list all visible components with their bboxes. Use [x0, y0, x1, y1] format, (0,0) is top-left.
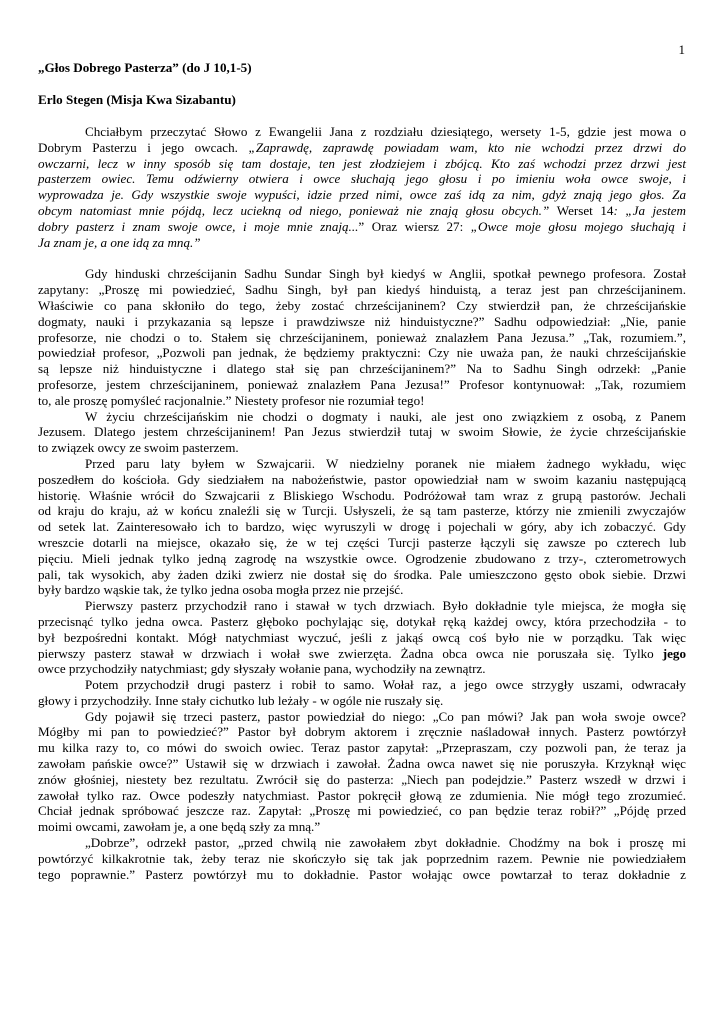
paragraph-line: pierwszy pasterz stawał w drzwiach i wołał swe zwierzęta. Żadna obca owca nie poruszała się. Tylko jego: [38, 645, 686, 661]
paragraph-line: to, ale proszę pomyśleć racjonalnie.” Niestety profesor nie rozumiał tego!: [38, 392, 425, 408]
paragraph-line: W życiu chrześcijańskim nie chodzi o dogmaty i nauki, ale jest ono związkiem z osobą, z Panem: [85, 408, 686, 424]
paragraph-line: owce przychodziły natychmiast; gdy słyszały wołanie pana, wychodziły na zewnątrz.: [38, 661, 486, 677]
paragraph-line: powiedział profesor, „Pozwoli pan jednak, że będziemy praktyczni: Czy nie uważa pan, że nauki chrześcijańskie: [38, 345, 686, 361]
paragraph-line: obcym natomiast mnie pójdą, lecz uciekną od niego, ponieważ nie znają głosu obcych.” Werset 14: „Ja jestem: [38, 202, 686, 218]
paragraph-line: wyprowadza je. Gdy wszystkie swoje wypuści, idzie przed nimi, owce zaś idą za nim, gdyż znają jego głos. Za: [38, 187, 686, 203]
paragraph-line: Właściwie co pana skłoniło do tego, żeby zostać chrześcijaninem? Czy stwierdził pan, że chrześcijańskie: [38, 297, 686, 313]
paragraph-line: znów głośniej, niestety bez rezultatu. Zwrócił się do pasterza: „Niech pan podejdzie.” Pasterz wszedł w drzwi i: [38, 771, 686, 787]
paragraph-line: Gdy hinduski chrześcijanin Sadhu Sundar Singh był kiedyś w Anglii, spotkał pewnego profesora. Został: [85, 266, 686, 282]
paragraph-line: zawołam pańskie owce?” Ustawił się w drzwiach i zawołał. Żadna owca nawet się nie poruszyła. Krzyknął więc: [38, 756, 686, 772]
paragraph-line: od kraju do kraju, aż w końcu znaleźli się w Turcji. Usłyszeli, że są tam pasterze, którzy nie zmienili zwyczajów: [38, 503, 686, 519]
paragraph-line: to związek owcy ze swoim pasterzem.: [38, 440, 239, 456]
paragraph-line: Mógłby mi pan to powiedzieć?” Pastor był dobrym aktorem i zręcznie naśladował innych. Pasterz powtórzył: [38, 724, 686, 740]
paragraph-line: profesorze, nie chodzi o to. Stałem się chrześcijaninem, ponieważ znalazłem Pana Jezusa.” „Tak, rozumiem.”,: [38, 329, 686, 345]
document-body: [38, 60, 686, 882]
page-number: 1: [678, 42, 685, 57]
paragraph-line: były bardzo wąskie tak, że tylko jedna osoba mogła przez nie przejść.: [38, 582, 404, 598]
paragraph-line: od setek lat. Zainteresowało ich to bardzo, więc wyruszyli w drogę i pojechali w góry, aby ich zobaczyć. Gdy: [38, 519, 686, 535]
paragraph-line: moimi owcami, zawołam je, a one będą szły za mną.”: [38, 819, 321, 835]
paragraph-line: profesorze, jestem chrześcijaninem, ponieważ znalazłem Pana Jezusa!” Profesor kontynuował: „Tak, rozumiem: [38, 376, 686, 392]
paragraph-line: Chciał jednak spróbować jeszcze raz. Zapytał: „Proszę mi powiedzieć, co pan będzie teraz robił?” „Pójdę przed: [38, 803, 686, 819]
paragraph-line: pasterzem owiec. Temu odźwierny otwiera i owce słuchają jego głosu i po imieniu woła owce swoje, i: [38, 171, 686, 187]
paragraph-line: dobry pasterz i znam swoje owce, i moje mnie znają...” Oraz wiersz 27: „Owce moje głosu mojego słuchają i: [38, 218, 687, 234]
paragraph-line: Gdy pojawił się trzeci pasterz, pastor powiedział do niego: „Co pan mówi? Jak pan woła swoje owce?: [85, 708, 686, 724]
paragraph-line: wreszcie dotarli na miejsce, okazało się, że w tej części Turcji pasterze łączyli się zawsze po czterech lub: [38, 534, 686, 550]
document-author: Erlo Stegen (Misja Kwa Sizabantu): [38, 92, 236, 107]
paragraph-line: Potem przychodził drugi pasterz i robił to samo. Wołał raz, a jego owce strzygły uszami, odwracały: [85, 677, 686, 693]
paragraph-line: Ja znam je, a one idą za mną.”: [38, 234, 201, 250]
paragraph-line: historię. Właśnie wrócił do Szwajcarii z Bliskiego Wschodu. Podróżował tam wraz z grupą pastorów. Jechali: [38, 487, 686, 503]
paragraph-line: owczarni, lecz w inny sposób się tam dostaje, ten jest złodziejem i zbójcą. Kto zaś wchodzi przez drzwi jest: [38, 155, 686, 171]
paragraph-line: Jezusem. Dlatego jestem chrześcijaninem! Pan Jezus stwierdził tutaj w swoim Słowie, że życie chrześcijańskie: [38, 424, 686, 440]
paragraph-line: Dobrym Pasterzu i jego owcach. „Zaprawdę, zaprawdę powiadam wam, kto nie wchodzi przez drzwi do: [38, 139, 686, 155]
paragraph-line: mu kilka razy to, co mówi do swoich owiec. Teraz pastor zapytał: „Przepraszam, czy pozwoli pan, że teraz ja: [38, 740, 686, 756]
document-title: „Głos Dobrego Pasterza” (do J 10,1-5): [38, 60, 252, 75]
paragraph-line: tego poprawnie.” Pasterz powtórzył mu to dokładnie. Pastor wołając owce powtarzał to teraz dokładnie z: [38, 866, 686, 882]
paragraph-line: Pierwszy pasterz przychodził rano i stawał w tych drzwiach. Było dokładnie tyle miejsca, że mogła się: [85, 598, 686, 614]
paragraph-line: zapytany: „Proszę mi powiedzieć, Sadhu Singh, był pan kiedyś hinduistą, a teraz jest pan chrześcijaninem.: [38, 282, 686, 298]
paragraph-line: powtórzyć kilkakrotnie tak, żeby teraz nie skończyło się tak jak poprzednim razem. Pewnie nie powiedziałem: [38, 850, 686, 866]
paragraph-line: przecisnąć tylko jedna owca. Pasterz głęboko pochylając się, dotykał ręką każdej owcy, która przechodziła - to: [38, 613, 686, 629]
paragraph-line: dogmaty, nauki i przykazania są lepsze i prawdziwsze niż hinduistyczne?” Sadhu odpowiedział: „Nie, panie: [38, 313, 686, 329]
paragraph-line: są lepsze niż hinduistyczne i dlatego stał się pan chrześcijaninem?” Na to Sadhu Singh odrzekł: „Panie: [38, 361, 686, 377]
paragraph-line: poszedłem do kościoła. Gdy siedziałem na nabożeństwie, pastor opowiedział nam w swoim kazaniu następującą: [38, 471, 686, 487]
paragraph-line: Przed paru laty byłem w Szwajcarii. W niedzielny poranek nie miałem żadnego wykładu, więc: [85, 455, 686, 471]
paragraph-line: pali, tak wysokich, aby żaden dziki zwierz nie dostał się do środka. Pale umieszczono gęsto obok siebie. Drzwi: [38, 566, 686, 582]
paragraph-line: głowy i przychodziły. Inne stały cichutko lub leżały - w ogóle nie ruszały się.: [38, 692, 444, 708]
paragraph-line: był bezpośredni kontakt. Mógł natychmiast wyczuć, jeśli z jakąś owcą coś było nie w porządku. Tak więc: [38, 629, 686, 645]
paragraph-line: zawołał tylko raz. Owce podeszły natychmiast. Pastor pokręcił głową ze zdumienia. Nie mógł tego zrozumieć.: [38, 787, 686, 803]
paragraph-line: „Dobrze”, odrzekł pastor, „przed chwilą nie zawołałem zbyt dokładnie. Chodźmy na bok i proszę mi: [85, 835, 686, 851]
paragraph-line: pięciu. Mieli jednak tylko jedną zagrodę na wszystkie owce. Ogrodzenie zbudowano z trzy-, czterometrowych: [38, 550, 686, 566]
paragraph-line: Chciałbym przeczytać Słowo z Ewangelii Jana z rozdziału dziesiątego, wersety 1-5, gdzie jest mowa o: [85, 124, 686, 139]
